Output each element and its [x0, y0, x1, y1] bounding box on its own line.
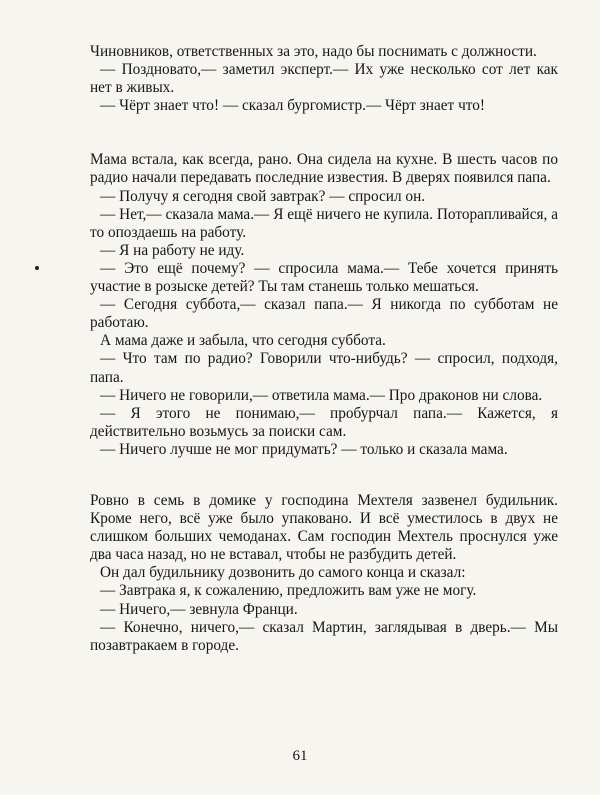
paragraph: — Получу я сегодня свой завтрак? — спросил он. [100, 187, 426, 205]
paragraph: — Чёрт знает что! — сказал бургомистр.— Чёрт знает что! [100, 97, 485, 115]
paragraph: — Нет,— сказала мама.— Я ещё ничего не купила. Поторапливайся, а то опоздаешь на работу. [90, 205, 558, 241]
paragraph: Чиновников, ответственных за это, надо бы поснимать с должности. [90, 43, 537, 60]
paragraph: Ровно в семь в домике у господина Мехтеля зазвенел будильник. Кроме него, всё уже было упаковано. И всё уместилось в двух не слишком больших чемоданах. Сам господин Мехтель проснулся уже два часа назад, но не вставал, чтобы не разбудить детей. [90, 491, 558, 564]
paragraph: Он дал будильнику дозвонить до самого конца и сказал: [100, 564, 466, 582]
paragraph: — Поздновато,— заметил эксперт.— Их уже несколько сот лет как нет в живых. [90, 61, 558, 97]
paragraph: — Сегодня суббота,— сказал папа.— Я никогда по субботам не работаю. [90, 296, 558, 332]
paragraph: Мама встала, как всегда, рано. Она сидела на кухне. В шесть часов по радио начали передавать последние известия. В дверях появился папа. [90, 151, 558, 187]
paragraph: — Я этого не понимаю,— пробурчал папа.— Кажется, я действительно возьмусь за поиски сам. [90, 404, 558, 440]
ink-speck [35, 266, 39, 270]
paragraph: А мама даже и забыла, что сегодня суббота. [100, 332, 386, 350]
paragraph: — Ничего не говорили,— ответила мама.— Про драконов ни слова. [100, 386, 543, 404]
section-3 [90, 492, 558, 655]
section-break [90, 115, 558, 151]
paragraph: — Конечно, ничего,— сказал Мартин, заглядывая в дверь.— Мы позавтракаем в городе. [90, 618, 558, 654]
section-2 [90, 151, 558, 459]
section-1 [90, 43, 558, 115]
paragraph: — Ничего,— зевнула Франци. [100, 600, 298, 618]
page-body [90, 43, 558, 655]
paragraph: — Ничего лучше не мог придумать? — только и сказала мама. [100, 440, 508, 458]
paragraph: — Что там по радио? Говорили что-нибудь? — спросил, подходя, папа. [90, 350, 558, 386]
paragraph: — Завтрака я, к сожалению, предложить вам уже не могу. [100, 582, 477, 600]
section-break [90, 459, 558, 492]
paragraph: — Это ещё почему? — спросила мама.— Тебе хочется принять участие в розыске детей? Ты там станешь только мешаться. [90, 259, 558, 296]
page-number: 61 [292, 748, 308, 764]
paragraph: — Я на работу не иду. [100, 241, 245, 259]
